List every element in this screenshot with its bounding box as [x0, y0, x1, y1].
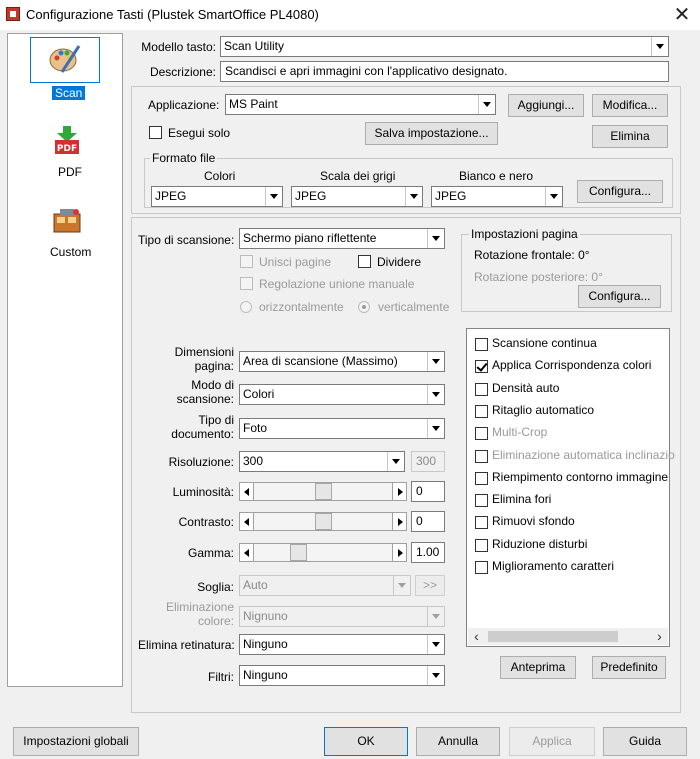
option-label: Rimuovi sfondo — [492, 514, 575, 529]
slider-thumb[interactable] — [315, 513, 332, 530]
application-value: MS Paint — [229, 97, 278, 111]
sidebar-item-pdf[interactable]: PDF — [58, 165, 82, 179]
gray-format-label: Scala dei grigi — [320, 169, 396, 183]
bw-format-value: JPEG — [435, 189, 467, 203]
close-icon[interactable]: ✕ — [673, 4, 691, 26]
chevron-down-icon — [387, 452, 404, 471]
option-checkbox[interactable] — [475, 338, 488, 351]
description-label: Descrizione: — [149, 65, 216, 79]
chevron-down-icon — [427, 229, 444, 248]
scan-paint-palette-icon[interactable] — [48, 42, 82, 76]
bw-format-label: Bianco e nero — [459, 169, 534, 183]
preview-button[interactable]: Anteprima — [500, 656, 576, 679]
vertical-label: verticalmente — [378, 300, 450, 314]
custom-film-icon[interactable] — [52, 206, 86, 240]
scan-mode-select[interactable] — [239, 384, 445, 405]
horizontal-scrollbar[interactable] — [468, 628, 668, 645]
slider-track[interactable] — [254, 543, 392, 562]
scroll-right-icon[interactable]: › — [657, 628, 662, 644]
merge-pages-checkbox[interactable] — [240, 255, 253, 268]
application-select[interactable] — [225, 94, 496, 115]
arrow-left-icon[interactable] — [239, 482, 254, 501]
option-label: Densità auto — [492, 380, 560, 395]
option-checkbox[interactable] — [475, 494, 488, 507]
brightness-slider[interactable] — [239, 482, 407, 501]
contrast-value[interactable]: 0 — [411, 511, 445, 532]
chevron-down-icon — [545, 187, 562, 206]
gamma-label: Gamma: — [187, 546, 234, 560]
scan-mode-value: Colori — [243, 387, 275, 401]
option-label: Miglioramento caratteri — [492, 559, 615, 573]
contrast-slider[interactable] — [239, 512, 407, 531]
brightness-value[interactable]: 0 — [411, 481, 445, 502]
horizontal-label: orizzontalmente — [259, 300, 344, 314]
svg-text:PDF: PDF — [56, 144, 78, 154]
ok-button[interactable]: OK — [324, 727, 408, 756]
save-settings-button[interactable]: Salva impostazione... — [365, 122, 498, 145]
delete-button[interactable]: Elimina — [592, 125, 668, 148]
app-icon — [6, 7, 20, 21]
arrow-right-icon[interactable] — [392, 512, 407, 531]
add-button[interactable]: Aggiungi... — [508, 94, 584, 117]
back-rotation-label: Rotazione posteriore: 0° — [474, 270, 603, 284]
resolution-label: Risoluzione: — [168, 455, 234, 469]
gray-format-value: JPEG — [295, 189, 327, 203]
modify-button[interactable]: Modifica... — [592, 94, 668, 117]
threshold-more-button[interactable]: >> — [415, 575, 445, 596]
option-checkbox[interactable] — [475, 561, 488, 574]
file-format-title: Formato file — [152, 151, 216, 165]
color-format-label: Colori — [204, 169, 236, 183]
title-bar — [0, 0, 700, 30]
scroll-left-icon[interactable]: ‹ — [474, 628, 479, 644]
option-checkbox[interactable] — [475, 383, 488, 396]
vertical-radio[interactable] — [358, 301, 370, 313]
chevron-down-icon — [651, 37, 668, 56]
option-checkbox[interactable] — [475, 472, 488, 485]
color-format-select[interactable] — [151, 186, 283, 207]
option-label: Riduzione disturbi — [492, 536, 588, 551]
option-checkbox[interactable] — [475, 516, 488, 529]
option-checkbox[interactable] — [475, 427, 488, 440]
color-drop-label: Eliminazione colore: — [165, 600, 234, 628]
option-label: Ritaglio automatico — [492, 402, 595, 417]
page-size-value: Area di scansione (Massimo) — [243, 354, 398, 368]
split-label: Dividere — [377, 255, 422, 269]
application-label: Applicazione: — [148, 98, 220, 112]
help-button[interactable]: Guida — [603, 727, 687, 756]
scan-type-select[interactable] — [239, 228, 445, 249]
color-drop-select[interactable] — [239, 606, 445, 627]
brightness-label: Luminosità: — [172, 485, 234, 499]
chevron-down-icon — [427, 635, 444, 654]
chevron-down-icon — [265, 187, 282, 206]
filters-value: Ninguno — [243, 668, 288, 682]
arrow-left-icon[interactable] — [239, 512, 254, 531]
threshold-select[interactable] — [239, 575, 411, 596]
sidebar-item-scan[interactable]: Scan — [52, 86, 85, 100]
arrow-right-icon[interactable] — [392, 482, 407, 501]
bw-format-select[interactable] — [431, 186, 563, 207]
threshold-value: Auto — [243, 578, 268, 592]
front-rotation-label: Rotazione frontale: 0° — [474, 248, 590, 262]
filters-label: Filtri: — [208, 670, 234, 684]
execute-only-label: Esegui solo — [168, 126, 231, 140]
scrollbar-thumb[interactable] — [488, 631, 618, 642]
option-label: Riempimento contorno immagine — [492, 469, 669, 484]
chevron-down-icon — [405, 187, 422, 206]
resolution-readout: 300 — [411, 451, 445, 472]
page-settings-title: Impostazioni pagina — [471, 227, 578, 241]
option-label: Elimina fori — [492, 492, 552, 507]
option-label: Multi-Crop — [492, 425, 548, 440]
chevron-down-icon — [478, 95, 495, 114]
page-configure-button[interactable]: Configura... — [578, 285, 661, 308]
model-label: Modello tasto: — [141, 40, 216, 54]
option-checkbox[interactable] — [475, 539, 488, 552]
description-field[interactable]: Scandisci e apri immagini con l'applicativo designato. — [220, 61, 669, 82]
gamma-value[interactable]: 1.00 — [411, 542, 445, 563]
gray-format-select[interactable] — [291, 186, 423, 207]
scan-mode-label: Modo di scansione: — [176, 378, 234, 406]
model-select[interactable] — [220, 36, 669, 57]
filters-select[interactable] — [239, 665, 445, 686]
chevron-down-icon — [393, 576, 410, 595]
arrow-left-icon[interactable] — [239, 543, 254, 562]
page-size-label: Dimensioni pagina: — [174, 345, 234, 373]
options-list[interactable] — [466, 328, 675, 647]
slider-thumb[interactable] — [315, 483, 332, 500]
resolution-select[interactable] — [239, 451, 405, 472]
chevron-down-icon — [427, 419, 444, 438]
execute-only-checkbox[interactable] — [149, 126, 162, 139]
color-drop-value: Nignuno — [243, 609, 288, 623]
option-checkbox[interactable] — [475, 360, 488, 373]
descreen-label: Elimina retinatura: — [138, 638, 235, 652]
option-label: Eliminazione automatica inclinazio — [492, 447, 675, 462]
split-checkbox[interactable] — [358, 255, 371, 268]
color-format-value: JPEG — [155, 189, 187, 203]
manual-merge-checkbox[interactable] — [240, 277, 253, 290]
format-configure-button[interactable]: Configura... — [577, 180, 663, 203]
window-title: Configurazione Tasti (Plustek SmartOffice PL4080) — [26, 7, 319, 22]
horizontal-radio[interactable] — [240, 301, 252, 313]
manual-merge-label: Regolazione unione manuale — [259, 277, 415, 291]
chevron-down-icon — [427, 607, 444, 626]
chevron-down-icon — [427, 666, 444, 685]
gamma-slider[interactable] — [239, 543, 407, 562]
option-checkbox[interactable] — [475, 405, 488, 418]
doc-type-value: Foto — [243, 421, 268, 435]
chevron-down-icon — [427, 385, 444, 404]
option-label: Applica Corrispondenza colori — [492, 358, 652, 373]
option-label: Scansione continua — [492, 336, 597, 350]
model-value: Scan Utility — [224, 39, 285, 53]
sidebar-item-custom[interactable]: Custom — [50, 245, 92, 259]
cancel-button[interactable]: Annulla — [416, 727, 500, 756]
merge-pages-label: Unisci pagine — [259, 255, 332, 269]
doc-type-select[interactable] — [239, 418, 445, 439]
arrow-right-icon[interactable] — [392, 543, 407, 562]
pdf-icon[interactable] — [54, 126, 88, 160]
chevron-down-icon — [427, 352, 444, 371]
page-size-select[interactable] — [239, 351, 445, 372]
apply-button[interactable]: Applica — [509, 727, 595, 756]
doc-type-label: Tipo di documento: — [171, 413, 234, 441]
scan-type-label: Tipo di scansione: — [138, 233, 235, 247]
slider-thumb[interactable] — [290, 544, 307, 561]
descreen-select[interactable] — [239, 634, 445, 655]
option-checkbox[interactable] — [475, 450, 488, 463]
button-list-panel — [7, 33, 123, 687]
scan-type-value: Schermo piano riflettente — [243, 231, 377, 245]
default-button[interactable]: Predefinito — [592, 656, 666, 679]
contrast-label: Contrasto: — [178, 515, 234, 529]
global-settings-button[interactable]: Impostazioni globali — [13, 727, 139, 756]
threshold-label: Soglia: — [197, 580, 234, 594]
descreen-value: Ninguno — [243, 637, 288, 651]
resolution-value: 300 — [243, 454, 264, 468]
